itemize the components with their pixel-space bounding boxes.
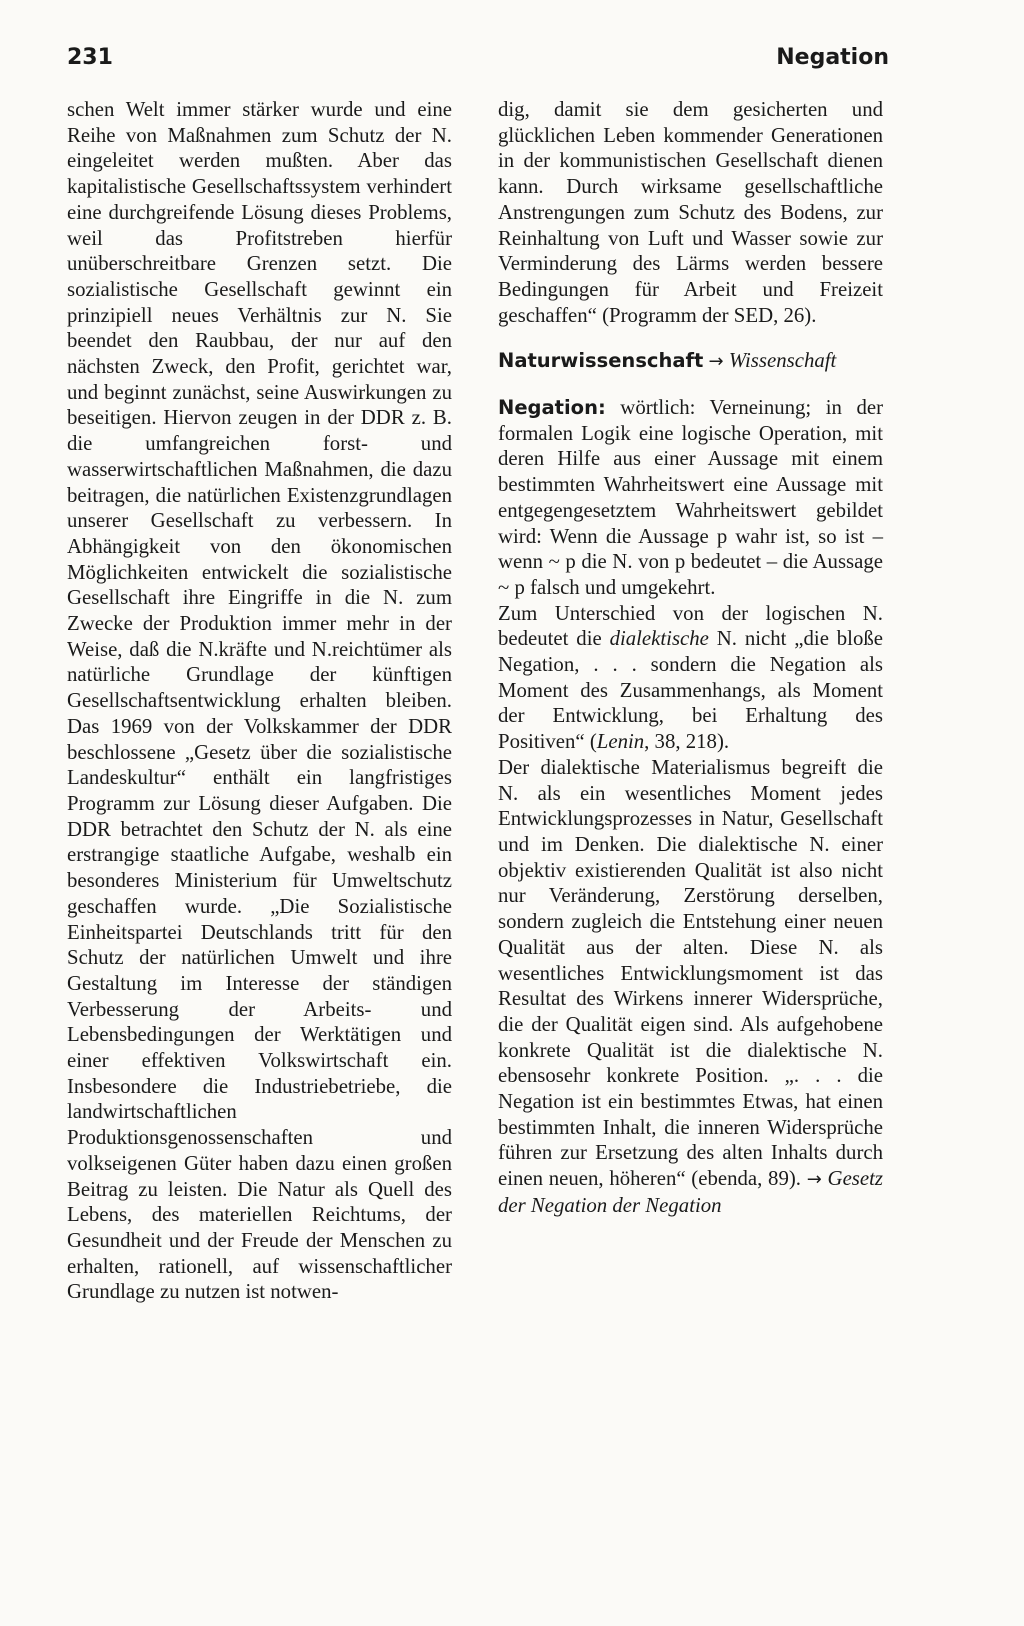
term-dialektische: dialektische (609, 627, 709, 651)
cross-reference-gesetz-der-negation[interactable]: Gesetz der Negation der Negation (498, 1167, 883, 1217)
cross-reference-arrow-icon: → (806, 1169, 822, 1191)
left-column-text: schen Welt immer stärker wurde und eine Reihe von Maßnahmen zum Schutz der N. eingeleitet werden mußten. Aber das kapitalistische Gesellschaftssystem verhindert eine durchgreifende Lösung dieses Problems, weil das Profitstreben hierfür unüberschreitbare Grenzen setzt. Die sozialistische Gesellschaft gewinnt ein prinzipiell neues Verhältnis zur N. Sie beendet den Raubbau, der nur auf den nächsten Zweck, den Profit, gerichtet war, und beginnt zunächst, seine Auswirkungen zu beseitigen. Hiervon zeugen in der DDR z. B. die umfangreichen forst- und wasserwirtschaftlichen Maßnahmen, die dazu beitragen, die natürlichen Existenzgrundlagen unserer Gesellschaft zu verbessern. In Abhängigkeit von den ökonomischen Möglichkeiten entwickelt die sozialistische Gesellschaft ihre Eingriffe in die N. zum Zwecke der Produktion immer mehr in der Weise, daß die N.kräfte und N.reichtümer als natürliche Grundlage der künftigen Gesellschaftsentwicklung erhalten bleiben. Das 1969 von der Volkskammer der DDR beschlossene „Gesetz über die sozialistische Landeskultur“ enthält ein langfristiges Programm zur Lösung dieser Aufgaben. Die DDR betrachtet den Schutz der N. als eine erstrangige staatliche Aufgabe, weshalb ein besonderes Ministerium für Umweltschutz geschaffen wurde. „Die Sozialistische Einheitspartei Deutschlands tritt für den Schutz der natürlichen Umwelt und ihre Gestaltung im Interesse der ständigen Verbesserung der Arbeits- und Lebensbedingungen der Werktätigen und einer effektiven Volkswirtschaft ein. Insbesondere die Industriebetriebe, die landwirtschaftlichen Produktionsgenossenschaften und volkseigenen Güter haben dazu einen großen Beitrag zu leisten. Die Natur als Quell des Lebens, des materiellen Reichtums, der Gesundheit und der Freude der Menschen zu erhalten, rationell, auf wissenschaftlicher Grundlage zu nutzen ist notwen- (67, 98, 452, 1304)
continuation-paragraph: dig, damit sie dem gesicherten und glücklichen Leben kommender Generationen in der kommunistischen Gesellschaft dienen kann. Durch wirksame gesellschaftliche Anstrengungen zum Schutz des Bodens, zur Reinhaltung von Luft und Wasser sowie zur Verminderung des Lärms werden bessere Bedingungen für Arbeit und Freizeit geschaffen“ (Programm der SED, 26). (498, 98, 883, 327)
cross-reference-wissenschaft[interactable]: Wissenschaft (728, 349, 837, 373)
entry-negation (498, 395, 883, 601)
negation-paragraph-2 (498, 601, 883, 755)
page-number: 231 (67, 45, 113, 70)
negation-p2-c: , 38, 218). (644, 730, 730, 754)
negation-definition: wörtlich: Verneinung; in der formalen Logik eine logische Operation, mit deren Hilfe aus einer Aussage mit einem bestimmten Wahrheitswert eine Aussage mit entgegengesetztem Wahrheitswert gebildet wird: Wenn die Aussage p wahr ist, so ist – wenn ~ p die N. von p bedeutet – die Aussage ~ p falsch und umgekehrt. (498, 396, 884, 599)
negation-paragraph-3 (498, 755, 883, 1219)
running-head: Negation (776, 45, 889, 70)
negation-p3-text: Der dialektische Materialismus begreift die N. als ein wesentliches Moment jedes Entwicklungsprozesses in Natur, Gesellschaft und im Denken. Die dialektische N. einer objektiv existierenden Qualität ist also nicht nur Veränderung, Zerstörung derselben, sondern zugleich die Entstehung einer neuen Qualität aus der alten. Diese N. als wesentliches Entwicklungsmoment ist das Resultat des Wirkens innerer Widersprüche, die der Qualität eigen sind. Als aufgehobene konkrete Qualität ist die dialektische N. ebensosehr konkrete Position. „. . . die Negation ist ein bestimmtes Etwas, hat einen bestimmten Inhalt, die inneren Widersprüche führen zur Ersetzung des alten Inhalts durch einen neuen, höheren“ (ebenda, 89). (498, 755, 883, 1191)
right-column (498, 97, 883, 1219)
headword-naturwissenschaft: Naturwissenschaft (498, 349, 704, 373)
left-column (67, 97, 452, 1305)
entry-naturwissenschaft (498, 348, 883, 375)
headword-negation: Negation: (498, 396, 606, 420)
negation-p2-b: N. nicht „die bloße Negation, . . . sondern die Negation als Moment des Zusammenhangs, als Moment der Entwicklung, bei Erhaltung des Positiven“ ( (498, 627, 883, 754)
cross-reference-arrow-icon: → (708, 351, 724, 373)
negation-p2-a: Zum Unterschied von der logischen N. bedeutet die (498, 601, 883, 651)
citation-lenin: Lenin (596, 730, 645, 754)
